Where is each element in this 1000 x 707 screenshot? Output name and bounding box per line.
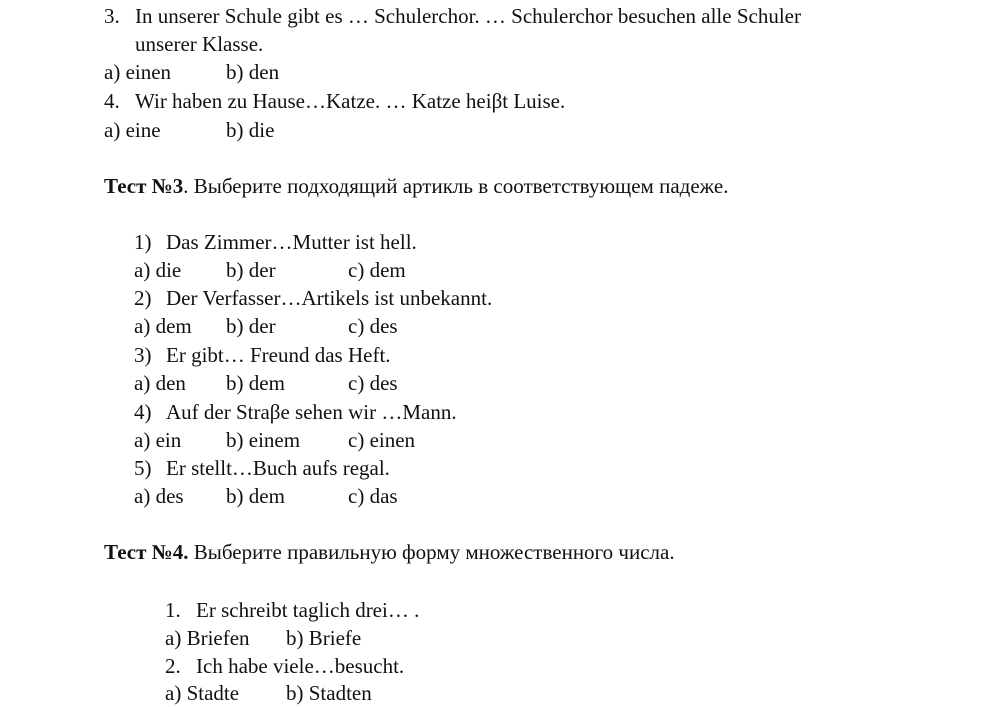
answer-option: a) einen [104,60,172,84]
question-number: 5) [134,456,152,480]
question-number: 4. [104,89,120,113]
answer-option: a) die [134,258,182,282]
test3-instruction: . Выберите подходящий артикль в соответствующем падеже. [183,174,729,198]
question-text: Er schreibt taglich drei… . [196,598,420,622]
answer-option: b) der [226,314,276,338]
question-number: 2. [165,654,181,678]
test4-instruction: Выберите правильную форму множественного числа. [188,540,675,564]
answer-option: b) dem [226,371,285,395]
test3-label: Тест №3 [104,174,184,198]
answer-option: a) Stadte [165,681,240,705]
question-line [165,596,419,624]
test4-label: Тест №4. [104,540,189,564]
answer-option: b) dem [226,484,285,508]
answer-option: b) den [226,60,280,84]
question-text: In unserer Schule gibt es … Schulerchor. … Schulerchor besuchen alle Schuler [135,4,801,28]
question-number: 4) [134,400,152,424]
answer-option: a) Briefen [165,626,250,650]
answer-option: c) einen [348,428,416,452]
answer-option: a) des [134,484,184,508]
answer-option: b) der [226,258,276,282]
answer-option: c) des [348,371,398,395]
question-line [104,87,565,115]
question-line [165,652,404,680]
test3-heading [104,172,728,200]
answer-option: a) eine [104,118,161,142]
question-line [134,284,492,312]
question-text: Der Verfasser…Artikels ist unbekannt. [166,286,493,310]
answer-option: c) das [348,484,398,508]
question-number: 1) [134,230,152,254]
question-text: Das Zimmer…Mutter ist hell. [166,230,417,254]
question-text-continuation: unserer Klasse. [135,32,264,56]
question-text: Er stellt…Buch aufs regal. [166,456,390,480]
question-line [134,454,390,482]
answer-option: a) dem [134,314,192,338]
question-line [134,228,417,256]
question-number: 3) [134,343,152,367]
question-text: Ich habe viele…besucht. [196,654,405,678]
question-number: 2) [134,286,152,310]
answer-option: b) Briefe [286,626,362,650]
question-text: Auf der Straβe sehen wir …Mann. [166,400,457,424]
question-line [104,2,801,30]
test4-heading [104,538,675,566]
answer-option: b) einem [226,428,301,452]
question-text: Wir haben zu Hause…Katze. … Katze heiβt Luise. [135,89,566,113]
answer-option: c) dem [348,258,406,282]
question-line [134,341,391,369]
question-number: 3. [104,4,120,28]
answer-option: b) Stadten [286,681,372,705]
answer-option: a) den [134,371,186,395]
answer-option: c) des [348,314,398,338]
answer-option: b) die [226,118,275,142]
question-number: 1. [165,598,181,622]
question-text: Er gibt… Freund das Heft. [166,343,391,367]
answer-option: a) ein [134,428,182,452]
question-line [134,398,457,426]
